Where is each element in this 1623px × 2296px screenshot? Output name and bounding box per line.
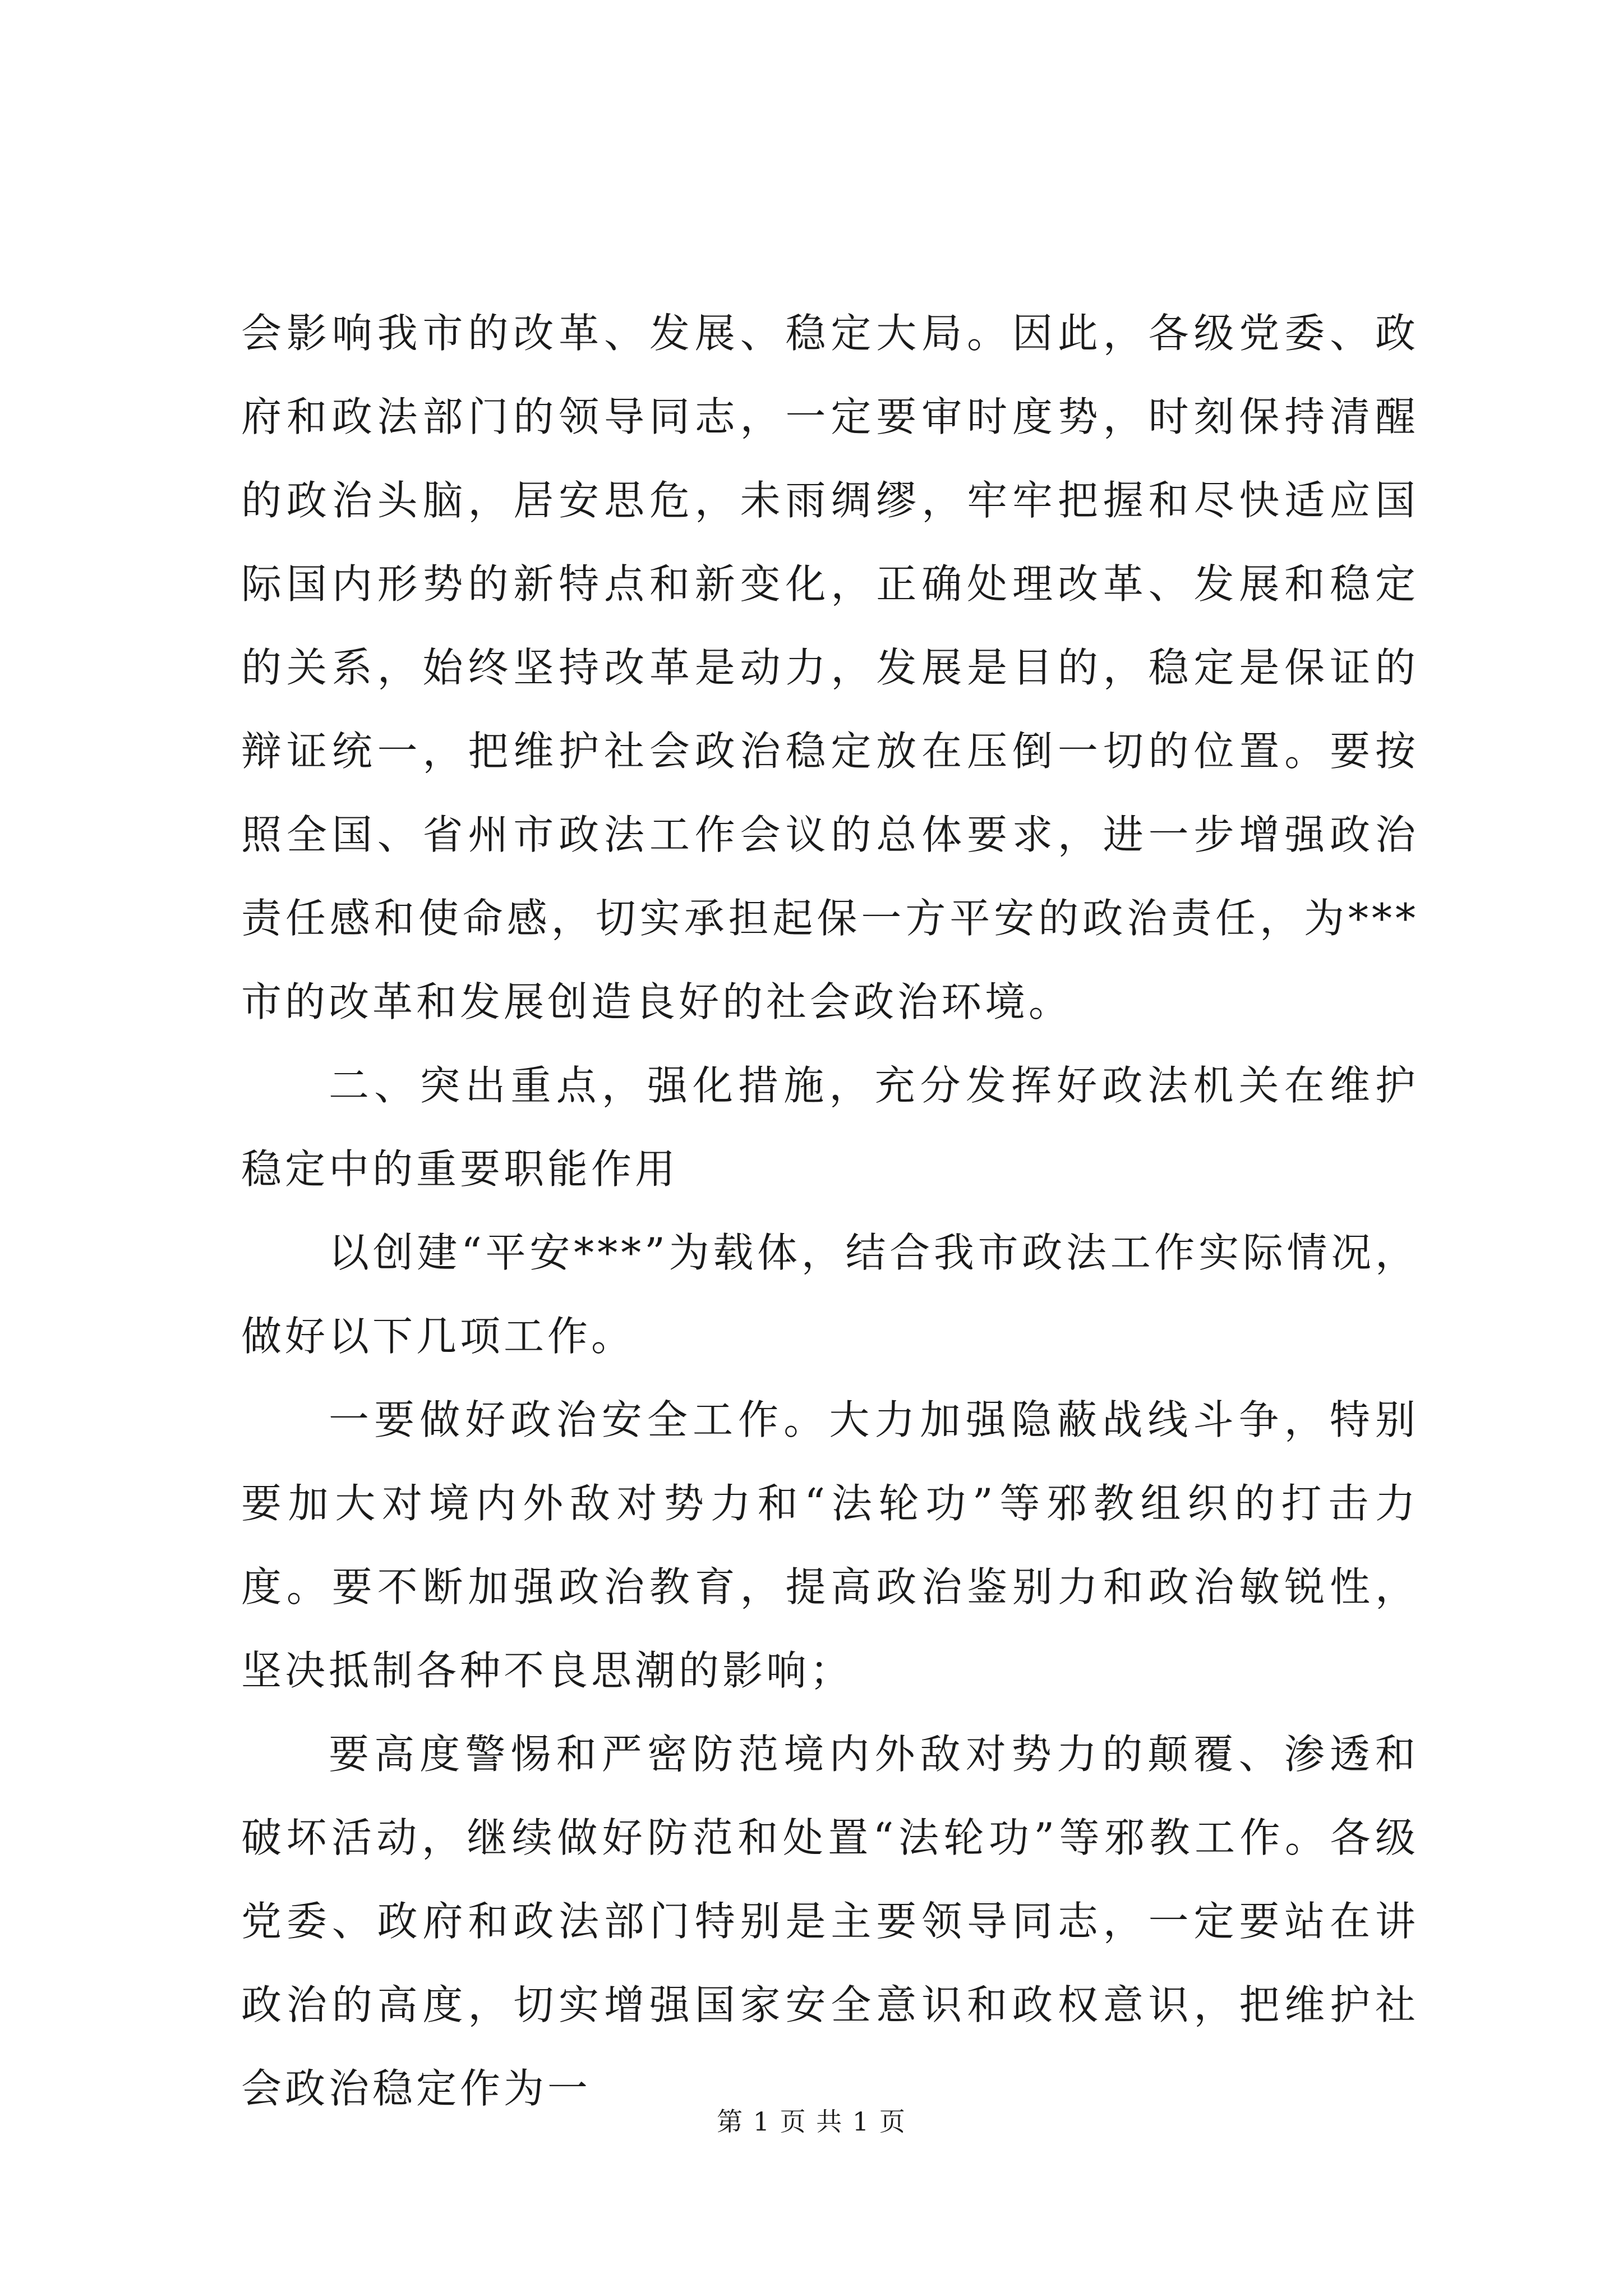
paragraph-5: 要高度警惕和严密防范境内外敌对势力的颠覆、渗透和破坏活动，继续做好防范和处置“法轮功”等邪教工作。各级党委、政府和政法部门特别是主要领导同志，一定要站在讲政治的高度，切实增强国家安全意识和政权意识，把维护社会政治稳定作为一 bbox=[241, 1731, 1419, 2112]
paragraph-2-heading: 二、突出重点，强化措施，充分发挥好政法机关在维护稳定中的重要职能作用 bbox=[241, 1062, 1419, 1193]
paragraph-3: 以创建“平安***”为载体，结合我市政法工作实际情况，做好以下几项工作。 bbox=[241, 1229, 1419, 1360]
page-footer: 第 1 页 共 1 页 bbox=[717, 2106, 906, 2137]
paragraph-1: 会影响我市的改革、发展、稳定大局。因此，各级党委、政府和政法部门的领导同志，一定要审时度势，时刻保持清醒的政治头脑，居安思危，未雨绸缪，牢牢把握和尽快适应国际国内形势的新特点和新变化，正确处理改革、发展和稳定的关系，始终坚持改革是动力，发展是目的，稳定是保证的辩证统一，把维护社会政治稳定放在压倒一切的位置。要按照全国、省州市政法工作会议的总体要求，进一步增强政治责任感和使命感，切实承担起保一方平安的政治责任，为***市的改革和发展创造良好的社会政治环境。 bbox=[241, 310, 1419, 1025]
paragraph-4: 一要做好政治安全工作。大力加强隐蔽战线斗争，特别要加大对境内外敌对势力和“法轮功”等邪教组织的打击力度。要不断加强政治教育，提高政治鉴别力和政治敏锐性，坚决抵制各种不良思潮的影响； bbox=[241, 1396, 1419, 1694]
document-body bbox=[241, 292, 1419, 2131]
